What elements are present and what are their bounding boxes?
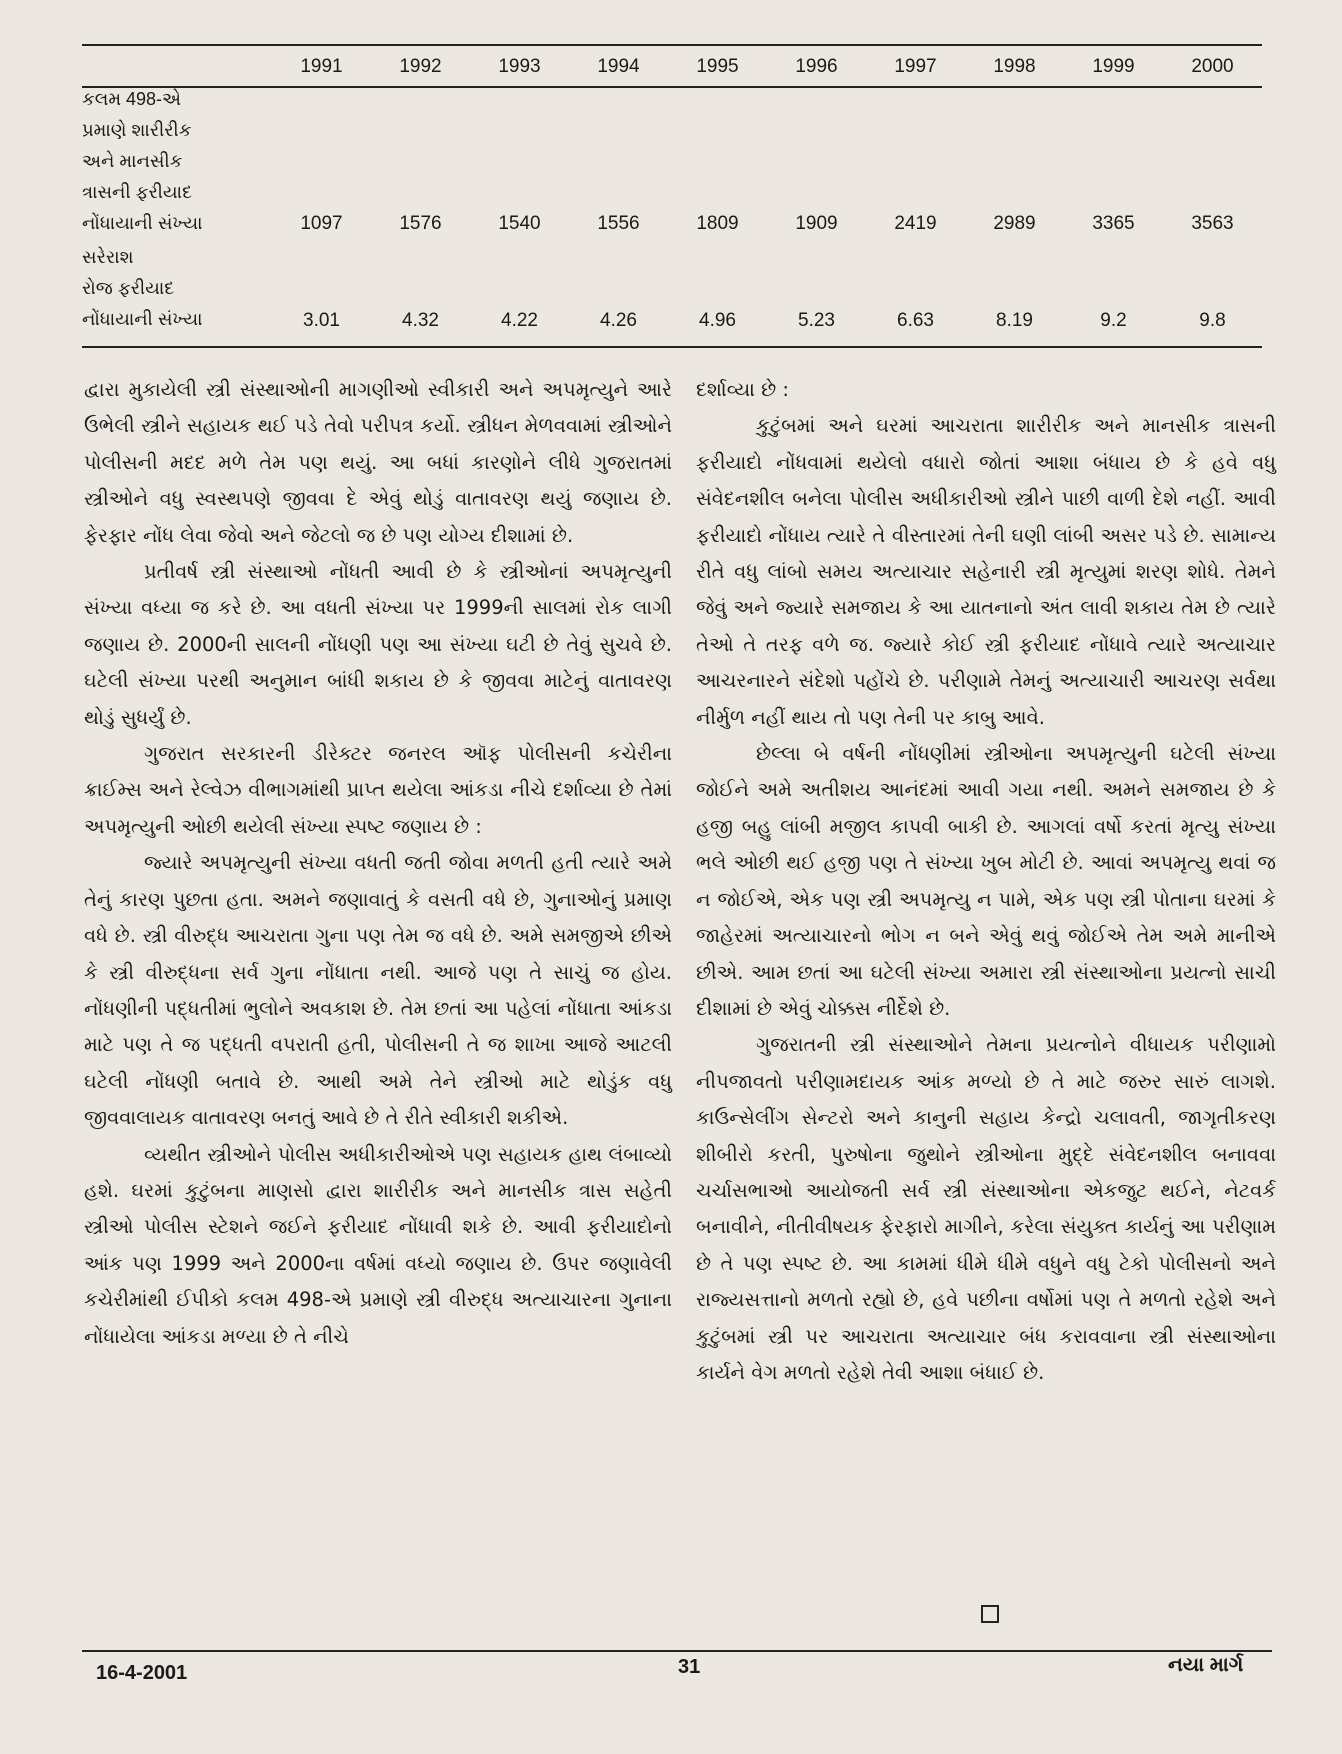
article-end-square-icon	[981, 1605, 999, 1623]
row-label-line: કલમ 498-એ	[82, 89, 182, 109]
year-header: 1996	[795, 56, 838, 77]
table-cell: 1809	[696, 213, 739, 234]
table-cell: 3.01	[303, 310, 340, 331]
row-label-complaints	[82, 84, 272, 242]
table-cell: 3563	[1191, 213, 1234, 234]
table-cell: 1556	[597, 213, 640, 234]
table-row-daily-average	[82, 242, 1262, 336]
year-header: 1991	[300, 56, 343, 77]
paragraph: જ્યારે અપમૃત્યુની સંખ્યા વધતી જતી જોવા મળતી હતી ત્યારે અમે તેનું કારણ પુછતા હતા. અમને જણાવાતું કે વસતી વધે છે, ગુનાઓનું પ્રમાણ વધે છે. સ્ત્રી વીરુદ્ધ આચરાતા ગુના પણ તેમ જ વધે છે. અમે સમજીએ છીએ કે સ્ત્રી વીરુદ્ધના સર્વ ગુના નોંધાતા નથી. આજે પણ તે સાચું જ હોય. નોંધણીની પદ્ધતીમાં ભુલોને અવકાશ છે. તેમ છતાં આ પહેલાં નોંધાતા આંકડા માટે પણ તે જ પદ્ધતી વપરાતી હતી, પોલીસની તે જ શાખા આજે આટલી ઘટેલી નોંધણી બતાવે છે. આથી અમે તેને સ્ત્રીઓ માટે થોડુંક વધુ જીવવાલાયક વાતાવરણ બનતું આવે છે તે રીતે સ્વીકારી શકીએ.	[84, 851, 672, 1130]
year-header: 1999	[1092, 56, 1135, 77]
paragraph: ગુજરાત સરકારની ડીરેક્ટર જનરલ ઑફ પોલીસની કચેરીના ક્રાઈમ્સ અને રેલ્વેઝ વીભાગમાંથી પ્રાપ્ત થયેલા આંકડા નીચે દર્શાવ્યા છે તેમાં અપમૃત્યુની ઓછી થયેલી સંખ્યા સ્પષ્ટ જણાય છે :	[84, 742, 672, 838]
year-header: 1995	[696, 56, 739, 77]
row-label-line: અને માનસીક	[82, 151, 183, 171]
article-left-column	[84, 372, 672, 1355]
row-label-daily-average	[82, 242, 272, 336]
table-cell: 3365	[1092, 213, 1135, 234]
footer-rule	[82, 1650, 1272, 1652]
paragraph: ગુજરાતની સ્ત્રી સંસ્થાઓને તેમના પ્રયત્નોને વીધાયક પરીણામો નીપજાવતો પરીણામદાયક આંક મળ્યો છે તે માટે જરુર સારું લાગશે. કાઉન્સેલીંગ સેન્ટરો અને કાનુની સહાય કેન્દ્રો ચલાવતી, જાગૃતીકરણ શીબીરો કરતી, પુરુષોના જુથોને સ્ત્રીઓના મુદ્દે સંવેદનશીલ બનાવવા ચર્ચાસભાઓ આયોજતી સર્વ સ્ત્રી સંસ્થાઓના એકજુટ થઈને, નેટવર્ક બનાવીને, નીતીવીષયક ફેરફારો માગીને, કરેલા સંયુક્ત કાર્યનું આ પરીણામ છે તે પણ સ્પષ્ટ છે. આ કામમાં ધીમે ધીમે વધુને વધુ ટેકો પોલીસનો અને રાજ્યસત્તાનો મળતો રહ્યો છે, હવે પછીના વર્ષોમાં પણ તે મળતો રહેશે અને કુટુંબમાં સ્ત્રી પર આચરાતા અત્યાચાર બંધ કરાવવાના સ્ત્રી સંસ્થાઓના કાર્યને વેગ મળતો રહેશે તેવી આશા બંધાઈ છે.	[696, 1033, 1276, 1384]
statistics-table	[82, 50, 1262, 336]
row-label-line: ત્રાસની ફરીયાદ	[82, 182, 193, 202]
table-cell: 4.96	[699, 310, 736, 331]
table-cell: 8.19	[996, 310, 1033, 331]
table-cell: 2419	[894, 213, 937, 234]
year-header: 1997	[894, 56, 937, 77]
year-header: 1994	[597, 56, 640, 77]
row-label-line: નોંધાયાની સંખ્યા	[82, 213, 203, 233]
row-label-line: રોજ ફરીયાદ	[82, 278, 175, 298]
table-row-complaints	[82, 84, 1262, 242]
table-cell: 1576	[399, 213, 442, 234]
table-header-row	[82, 50, 1262, 84]
table-cell: 1909	[795, 213, 838, 234]
year-header: 1998	[993, 56, 1036, 77]
table-cell: 1540	[498, 213, 541, 234]
row-label-line: પ્રમાણે શારીરીક	[82, 120, 192, 140]
paragraph: પ્રતીવર્ષ સ્ત્રી સંસ્થાઓ નોંધતી આવી છે કે સ્ત્રીઓનાં અપમૃત્યુની સંખ્યા વધ્યા જ કરે છે. આ વધતી સંખ્યા પર 1999ની સાલમાં રોક લાગી જણાય છે. 2000ની સાલની નોંધણી પણ આ સંખ્યા ઘટી છે તેવું સુચવે છે. ઘટેલી સંખ્યા પરથી અનુમાન બાંધી શકાય છે કે જીવવા માટેનું વાતાવરણ થોડું સુધર્યું છે.	[84, 560, 672, 729]
row-label-line: સરેરાશ	[82, 247, 134, 267]
page-number: 31	[678, 1656, 701, 1678]
table-cell: 4.22	[501, 310, 538, 331]
paragraph: દ્વારા મુકાયેલી સ્ત્રી સંસ્થાઓની માગણીઓ સ્વીકારી અને અપમૃત્યુને આરે ઉભેલી સ્ત્રીને સહાયક થઈ પડે તેવો પરીપત્ર કર્યો. સ્ત્રીધન મેળવવામાં સ્ત્રીઓને પોલીસની મદદ મળે તેમ પણ થયું. આ બધાં કારણોને લીધે ગુજરાતમાં સ્ત્રીઓને વધુ સ્વસ્થપણે જીવવા દે એવું થોડું વાતાવરણ થયું જણાય છે. ફેરફાર નોંધ લેવા જેવો અને જેટલો જ છે પણ યોગ્ય દીશામાં છે.	[84, 378, 672, 547]
table-cell: 1097	[300, 213, 343, 234]
article-right-column	[696, 372, 1276, 1391]
paragraph: છેલ્લા બે વર્ષની નોંધણીમાં સ્ત્રીઓના અપમૃત્યુની ઘટેલી સંખ્યા જોઈને અમે અતીશય આનંદમાં આવી ગયા નથી. અમને સમજાય છે કે હજી બહુ લાંબી મજીલ કાપવી બાકી છે. આગલાં વર્ષો કરતાં મૃત્યુ સંખ્યા ભલે ઓછી થઈ હજી પણ તે સંખ્યા ખુબ મોટી છે. આવાં અપમૃત્યુ થવાં જ ન જોઈએ, એક પણ સ્ત્રી અપમૃત્યુ ન પામે, એક પણ સ્ત્રી પોતાના ઘરમાં કે જાહેરમાં અત્યાચારનો ભોગ ન બને એવું થવું જોઈએ તેમ અમે માનીએ છીએ. આમ છતાં આ ઘટેલી સંખ્યા અમારા સ્ત્રી સંસ્થાઓના પ્રયત્નો સાચી દીશામાં છે એવું ચોક્કસ નીર્દેશે છે.	[696, 742, 1276, 1020]
year-header: 1992	[399, 56, 442, 77]
table-header-blank	[82, 50, 272, 84]
table-cell: 2989	[993, 213, 1036, 234]
table-cell: 5.23	[798, 310, 835, 331]
paragraph: વ્યથીત સ્ત્રીઓને પોલીસ અધીકારીઓએ પણ સહાયક હાથ લંબાવ્યો હશે. ઘરમાં કુટુંબના માણસો દ્વારા શારીરીક અને માનસીક ત્રાસ સહેતી સ્ત્રીઓ પોલીસ સ્ટેશને જઈને ફરીયાદ નોંધાવી શકે છે. આવી ફરીયાદોનો આંક પણ 1999 અને 2000ના વર્ષમાં વધ્યો જણાય છે. ઉપર જણાવેલી કચેરીમાંથી ઈપીકો કલમ 498-એ પ્રમાણે સ્ત્રી વીરુદ્ધ અત્યાચારના ગુનાના નોંધાયેલા આંકડા મળ્યા છે તે નીચે	[84, 1142, 672, 1348]
table-cell: 9.2	[1100, 310, 1127, 331]
year-header: 2000	[1191, 56, 1234, 77]
table-bottom-rule	[82, 346, 1262, 348]
table-cell: 4.26	[600, 310, 637, 331]
paragraph: કુટુંબમાં અને ઘરમાં આચરાતા શારીરીક અને માનસીક ત્રાસની ફરીયાદો નોંધવામાં થયેલો વધારો જોતાં આશા બંધાય છે કે હવે વધુ સંવેદનશીલ બનેલા પોલીસ અધીકારીઓ સ્ત્રીને પાછી વાળી દેશે નહીં. આવી ફરીયાદો નોંધાય ત્યારે તે વીસ્તારમાં તેની ઘણી લાંબી અસર પડે છે. સામાન્ય રીતે વધુ લાંબો સમય અત્યાચાર સહેનારી સ્ત્રી મૃત્યુમાં શરણ શોધે. તેમને જેવું અને જ્યારે સમજાય કે આ યાતનાનો અંત લાવી શકાય તેમ છે ત્યારે તેઓ તે તરફ વળે જ. જ્યારે કોઈ સ્ત્રી ફરીયાદ નોંધાવે ત્યારે અત્યાચાર આચરનારને સંદેશો પહોંચે છે. પરીણામે તેમનું અત્યાચારી આચરણ સર્વથા નીર્મુળ નહીં થાય તો પણ તેની પર કાબુ આવે.	[696, 414, 1276, 729]
magazine-name: નયા માર્ગ	[1168, 1654, 1244, 1676]
year-header: 1993	[498, 56, 541, 77]
row-label-line: નોંધાયાની સંખ્યા	[82, 309, 203, 329]
table-cell: 4.32	[402, 310, 439, 331]
table-cell: 9.8	[1199, 310, 1226, 331]
table-top-rule	[82, 44, 1262, 46]
table-cell: 6.63	[897, 310, 934, 331]
footer-date: 16-4-2001	[96, 1662, 188, 1684]
paragraph: દર્શાવ્યા છે :	[696, 378, 789, 401]
